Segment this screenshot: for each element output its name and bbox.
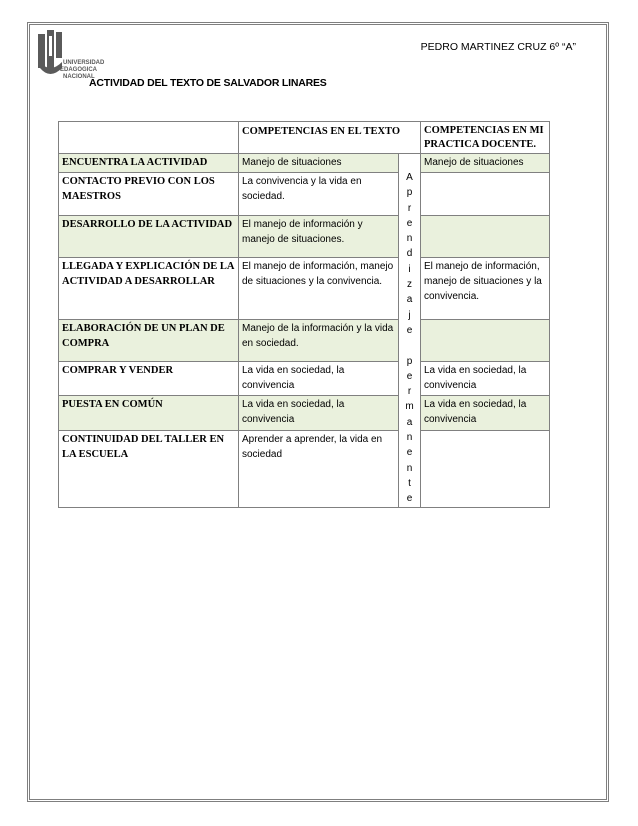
vertical-letter: d bbox=[406, 248, 413, 260]
document-title: ACTIVIDAD DEL TEXTO DE SALVADOR LINARES bbox=[89, 77, 327, 89]
texto-cell: La vida en sociedad, la convivencia bbox=[239, 361, 399, 395]
header-cell-empty bbox=[59, 122, 239, 154]
vertical-letter: a bbox=[406, 294, 413, 306]
actividad-cell: ELABORACIÓN DE UN PLAN DE COMPRA bbox=[59, 320, 239, 362]
table-header-row bbox=[59, 122, 550, 154]
vertical-letter: m bbox=[405, 401, 414, 413]
competencias-table bbox=[58, 121, 550, 508]
practica-cell: La vida en sociedad, la convivencia bbox=[421, 361, 550, 395]
table-row bbox=[59, 361, 550, 395]
actividad-cell: CONTINUIDAD DEL TALLER EN LA ESCUELA bbox=[59, 430, 239, 507]
vertical-letter: e bbox=[406, 493, 413, 505]
vertical-letter: e bbox=[406, 324, 413, 336]
table-row bbox=[59, 430, 550, 507]
texto-cell: La vida en sociedad, la convivencia bbox=[239, 396, 399, 430]
vertical-letter: a bbox=[406, 416, 413, 428]
vertical-letter: r bbox=[407, 386, 412, 398]
logo-text-1: UNIVERSIDAD bbox=[63, 60, 105, 66]
vertical-letter: r bbox=[407, 202, 412, 214]
vertical-letter: p bbox=[406, 355, 413, 367]
actividad-cell: PUESTA EN COMÚN bbox=[59, 396, 239, 430]
texto-cell: El manejo de información y manejo de situaciones. bbox=[239, 216, 399, 258]
vertical-letter: n bbox=[406, 233, 413, 245]
vertical-letter: A bbox=[406, 172, 413, 183]
vertical-letter: z bbox=[407, 279, 412, 291]
table-row bbox=[59, 216, 550, 258]
vertical-letter: i bbox=[408, 263, 411, 275]
practica-cell: El manejo de información, manejo de situaciones y la convivencia. bbox=[421, 257, 550, 319]
logo-text-3: NACIONAL bbox=[63, 74, 95, 80]
texto-cell: El manejo de información, manejo de situaciones y la convivencia. bbox=[239, 257, 399, 319]
vertical-letter: e bbox=[406, 370, 413, 382]
table-row bbox=[59, 257, 550, 319]
table-row bbox=[59, 396, 550, 430]
actividad-cell: ENCUENTRA LA ACTIVIDAD bbox=[59, 154, 239, 173]
header-author: PEDRO MARTINEZ CRUZ 6º “A” bbox=[420, 41, 576, 53]
practica-cell: La vida en sociedad, la convivencia bbox=[421, 396, 550, 430]
texto-cell: Aprender a aprender, la vida en sociedad bbox=[239, 430, 399, 507]
vertical-letter: n bbox=[406, 462, 413, 474]
actividad-cell: COMPRAR Y VENDER bbox=[59, 361, 239, 395]
actividad-cell: LLEGADA Y EXPLICACIÓN DE LA ACTIVIDAD A DESARROLLAR bbox=[59, 257, 239, 319]
practica-cell bbox=[421, 430, 550, 507]
table-row bbox=[59, 172, 550, 216]
actividad-cell: DESARROLLO DE LA ACTIVIDAD bbox=[59, 216, 239, 258]
texto-cell: La convivencia y la vida en sociedad. bbox=[239, 172, 399, 216]
vertical-letter: p bbox=[406, 187, 413, 199]
table-row bbox=[59, 320, 550, 362]
vertical-letter: n bbox=[406, 432, 413, 444]
texto-cell: Manejo de situaciones bbox=[239, 154, 399, 173]
practica-cell bbox=[421, 216, 550, 258]
header-competencias-texto: COMPETENCIAS EN EL TEXTO bbox=[239, 122, 421, 154]
actividad-cell: CONTACTO PREVIO CON LOS MAESTROS bbox=[59, 172, 239, 216]
vertical-letter: t bbox=[408, 477, 411, 489]
vertical-letter: e bbox=[406, 217, 413, 229]
texto-cell: Manejo de la información y la vida en sociedad. bbox=[239, 320, 399, 362]
header-competencias-practica: COMPETENCIAS EN MI PRACTICA DOCENTE. bbox=[421, 122, 550, 154]
vertical-letter: j bbox=[408, 309, 411, 321]
practica-cell bbox=[421, 172, 550, 216]
table-row bbox=[59, 154, 550, 173]
practica-cell bbox=[421, 320, 550, 362]
practica-cell: Manejo de situaciones bbox=[421, 154, 550, 173]
vertical-letter: e bbox=[406, 447, 413, 459]
aprendizaje-permanente-vertical bbox=[399, 154, 421, 508]
logo-text-2: PEDAGOGICA bbox=[56, 67, 98, 73]
